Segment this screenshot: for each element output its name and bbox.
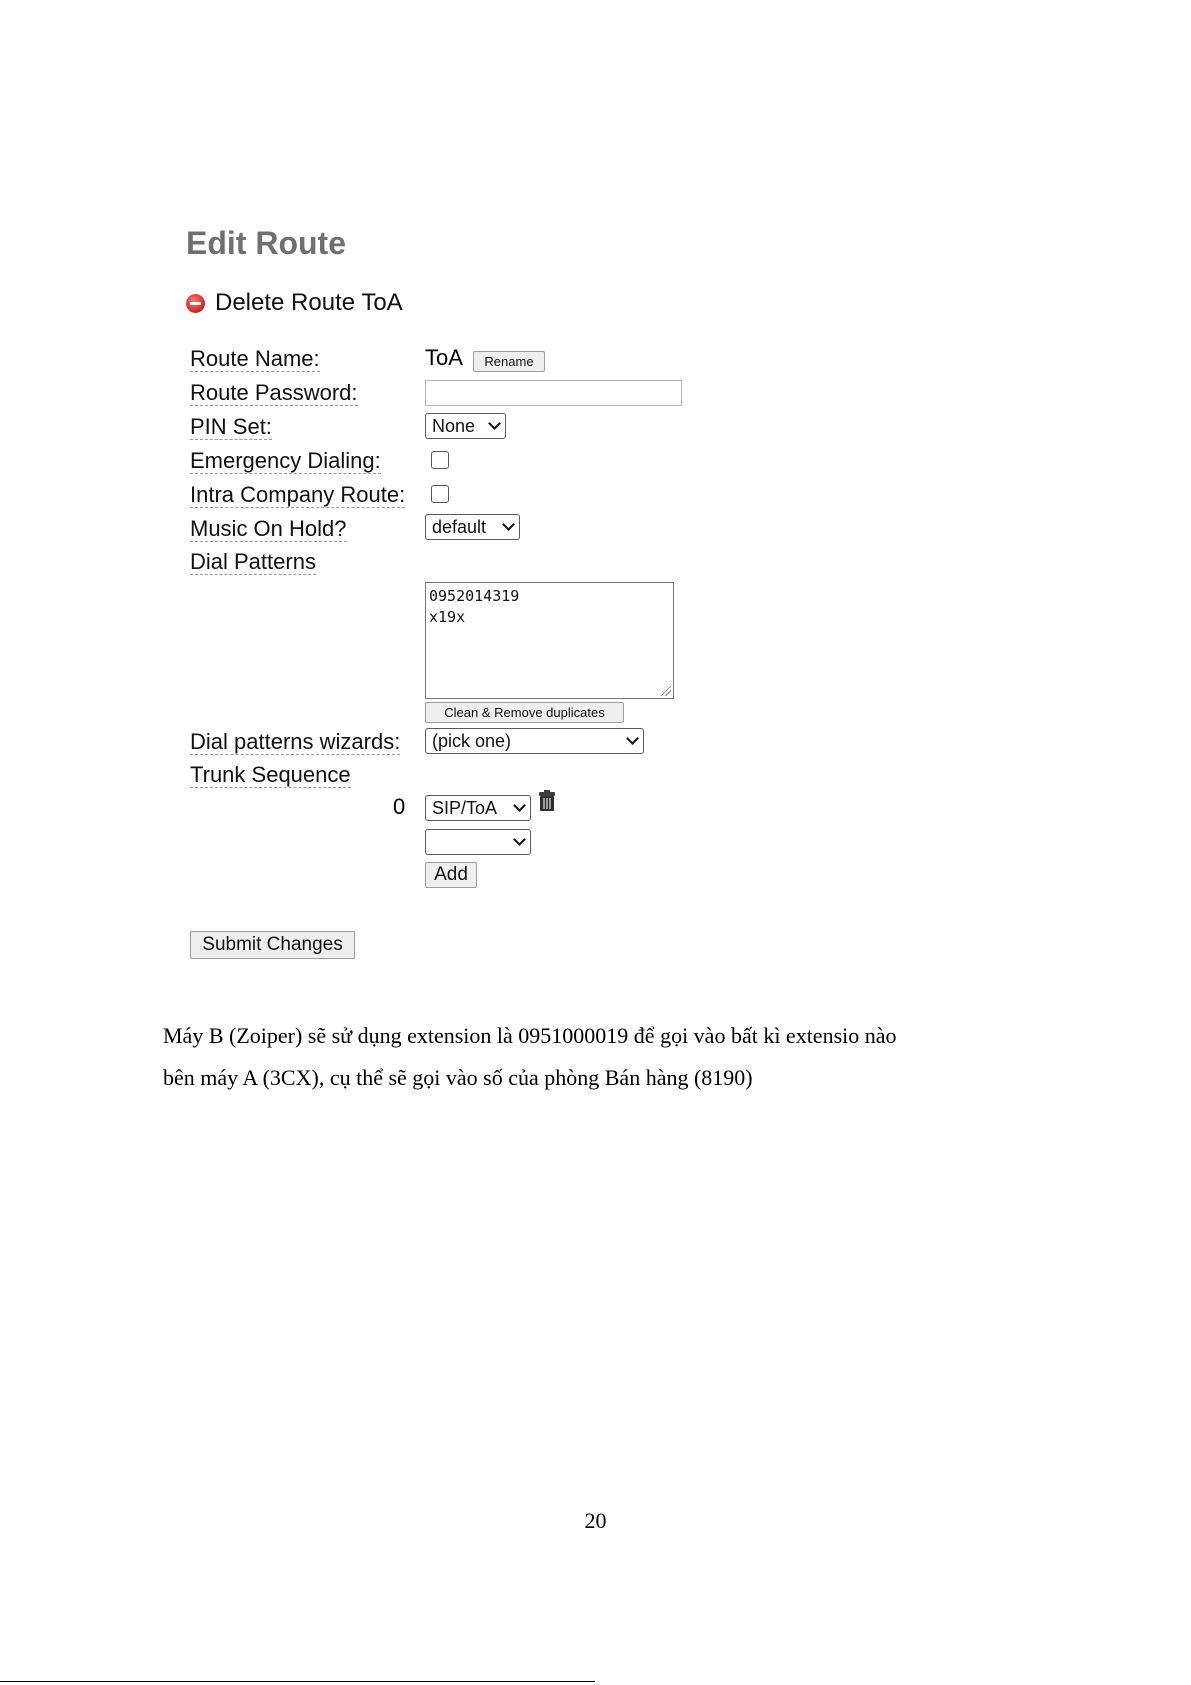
dial-patterns-textarea[interactable] [425,582,674,699]
body-paragraph-line-1: Máy B (Zoiper) sẽ sử dụng extension là 0951000019 để gọi vào bất kì extensio nào [163,1023,897,1048]
dial-wizards-value: (pick one) [432,730,512,751]
intra-company-checkbox[interactable] [431,485,449,503]
pin-set-value: None [432,415,476,436]
trash-icon[interactable] [537,790,557,812]
music-on-hold-value: default [432,516,487,537]
body-paragraph-line-2: bên máy A (3CX), cụ thể sẽ gọi vào số của phòng Bán hàng (8190) [163,1065,753,1090]
dial-wizards-label: Dial patterns wizards: [190,729,401,754]
add-trunk-button[interactable]: Add [425,862,477,888]
emergency-dialing-label: Emergency Dialing: [190,448,381,473]
route-name-value: ToA [425,345,463,370]
trunk-index: 0 [393,794,406,819]
route-name-label: Route Name: [190,346,320,371]
route-password-input[interactable] [425,380,682,406]
chevron-down-icon [488,417,501,430]
route-password-label: Route Password: [190,380,358,405]
chevron-down-icon [513,833,526,846]
chevron-down-icon [513,799,526,812]
intra-company-label: Intra Company Route: [190,482,406,507]
edit-route-screenshot [180,225,700,965]
rename-button[interactable]: Rename [473,351,545,372]
submit-changes-button[interactable]: Submit Changes [190,931,355,959]
page-number: 20 [584,1508,607,1533]
page-title: Edit Route [186,225,346,261]
music-on-hold-select[interactable] [425,514,520,540]
trunk-empty-select[interactable] [425,829,531,855]
chevron-down-icon [626,732,639,745]
dial-patterns-label: Dial Patterns [190,549,316,574]
trunk-select[interactable] [425,795,531,821]
delete-route-label: Delete Route ToA [215,289,403,316]
chevron-down-icon [502,518,515,531]
clean-duplicates-button[interactable]: Clean & Remove duplicates [425,702,624,723]
dial-wizards-select[interactable] [425,728,644,754]
footer-rule [0,1681,595,1682]
pin-set-select[interactable] [425,413,506,439]
pin-set-label: PIN Set: [190,414,272,439]
dial-pattern-line: 0952014319 [429,587,520,605]
delete-route-link[interactable] [186,289,403,317]
trunk-value: SIP/ToA [432,797,498,818]
music-on-hold-label: Music On Hold? [190,516,347,541]
dial-pattern-line: x19x [429,608,466,626]
delete-circle-icon [186,294,205,313]
emergency-dialing-checkbox[interactable] [431,451,449,469]
resize-grip-icon[interactable] [661,686,671,696]
trunk-sequence-label: Trunk Sequence [190,762,351,787]
